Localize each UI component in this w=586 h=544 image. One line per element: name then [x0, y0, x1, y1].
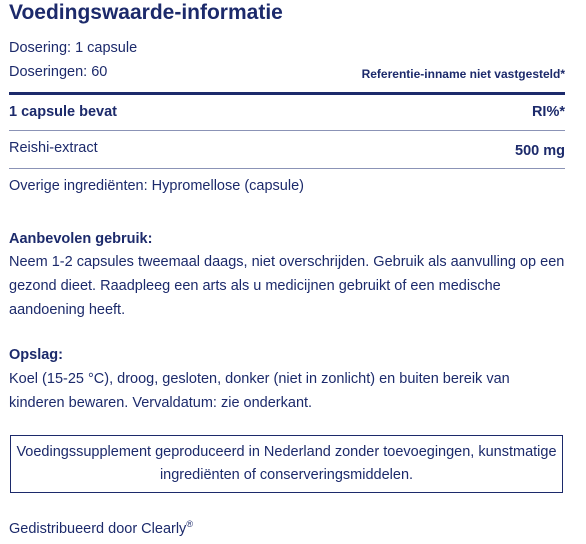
dosage-text: Dosering: 1 capsule — [9, 40, 138, 56]
usage-heading: Aanbevolen gebruik: — [9, 231, 153, 247]
registered-mark: ® — [186, 519, 193, 529]
distributor-line — [9, 519, 193, 537]
notice-box — [10, 435, 563, 493]
table-header-ri: RI%* — [531, 104, 565, 120]
notice-text: Voedingssupplement geproduceerd in Nederland zonder toevoegingen, kunstmatige ingrediënten of conserveringsmiddelen. — [16, 444, 557, 483]
other-ingredients: Overige ingrediënten: Hypromellose (capsule) — [9, 178, 304, 194]
divider-thin — [9, 168, 565, 169]
table-row — [9, 140, 565, 159]
servings-row — [9, 64, 565, 80]
ingredient-amount: 500 mg — [515, 143, 565, 159]
storage-heading: Opslag: — [9, 347, 63, 363]
table-header — [9, 104, 565, 120]
reference-note: Referentie-inname niet vastgesteld* — [361, 67, 565, 81]
table-header-label: 1 capsule bevat — [9, 104, 117, 120]
divider-thin — [9, 130, 565, 131]
page-title: Voedingswaarde-informatie — [9, 1, 283, 24]
ingredient-name: Reishi-extract — [9, 140, 98, 156]
usage-text: Neem 1-2 capsules tweemaal daags, niet overschrijden. Gebruik als aanvulling op een gezond dieet. Raadpleeg een arts als u medicijnen gebruikt of een medische aandoening heeft. — [9, 254, 565, 318]
distributor-text: Gedistribueerd door Clearly — [9, 520, 187, 537]
divider-thick — [9, 92, 565, 95]
storage-text: Koel (15-25 °C), droog, gesloten, donker (niet in zonlicht) en buiten bereik van kinderen bewaren. Vervaldatum: zie onderkant. — [9, 371, 510, 411]
servings-text: Doseringen: 60 — [9, 64, 108, 80]
